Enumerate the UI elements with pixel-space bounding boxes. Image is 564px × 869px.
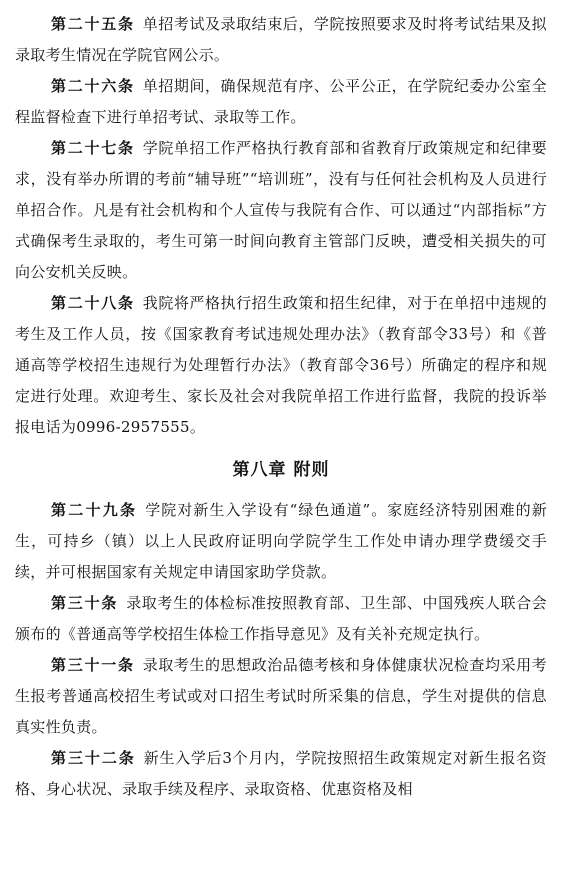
article-text: 新生入学后3个月内，学院按照招生政策规定对新生报名资格、身心状况、录取手续及程序、录取资格、优惠资格及相 bbox=[15, 749, 547, 798]
article-label: 第二十八条 bbox=[51, 294, 135, 312]
article-text: 我院将严格执行招生政策和招生纪律，对于在单招中违规的考生及工作人员，按《国家教育考试违规处理办法》（教育部令33号）和《普通高等学校招生违规行为处理暂行办法》（教育部令36号）所确定的程序和规定进行处理。欢迎考生、家长及社会对我院单招工作进行监督，我院的投诉举报电话为0996-2957555。 bbox=[15, 294, 547, 436]
article-30 bbox=[15, 588, 547, 650]
article-text: 学院对新生入学设有“绿色通道”。家庭经济特别困难的新生，可持乡（镇）以上人民政府证明向学院学生工作处申请办理学费缓交手续，并可根据国家有关规定申请国家助学贷款。 bbox=[15, 501, 547, 581]
article-label: 第二十五条 bbox=[51, 15, 135, 33]
article-26 bbox=[15, 71, 547, 133]
article-29 bbox=[15, 495, 547, 588]
chapter-heading: 第八章 附则 bbox=[232, 460, 330, 480]
article-text: 录取考生的体检标准按照教育部、卫生部、中国残疾人联合会颁布的《普通高等学校招生体检工作指导意见》及有关补充规定执行。 bbox=[15, 594, 547, 643]
article-label: 第三十一条 bbox=[51, 656, 135, 674]
article-text: 单招期间，确保规范有序、公平公正，在学院纪委办公室全程监督检查下进行单招考试、录取等工作。 bbox=[15, 77, 547, 126]
article-25 bbox=[15, 9, 547, 71]
article-text: 学院单招工作严格执行教育部和省教育厅政策规定和纪律要求，没有举办所谓的考前“辅导班”“培训班”，没有与任何社会机构及人员进行单招合作。凡是有社会机构和个人宣传与我院有合作、可以通过“内部指标”方式确保考生录取的，考生可第一时间向教育主管部门反映，遭受相关损失的可向公安机关反映。 bbox=[15, 139, 547, 281]
article-31 bbox=[15, 650, 547, 743]
document-page bbox=[15, 9, 547, 805]
article-label: 第三十条 bbox=[51, 594, 119, 612]
article-label: 第二十九条 bbox=[51, 501, 138, 519]
article-text: 单招考试及录取结束后，学院按照要求及时将考试结果及拟录取考生情况在学院官网公示。 bbox=[15, 15, 547, 64]
article-label: 第二十七条 bbox=[51, 139, 135, 157]
article-28 bbox=[15, 288, 547, 443]
article-label: 第三十二条 bbox=[51, 749, 136, 767]
article-text: 录取考生的思想政治品德考核和身体健康状况检查均采用考生报考普通高校招生考试或对口招生考试时所采集的信息，学生对提供的信息真实性负责。 bbox=[15, 656, 547, 736]
article-27 bbox=[15, 133, 547, 288]
article-label: 第二十六条 bbox=[51, 77, 135, 95]
article-32 bbox=[15, 743, 547, 805]
